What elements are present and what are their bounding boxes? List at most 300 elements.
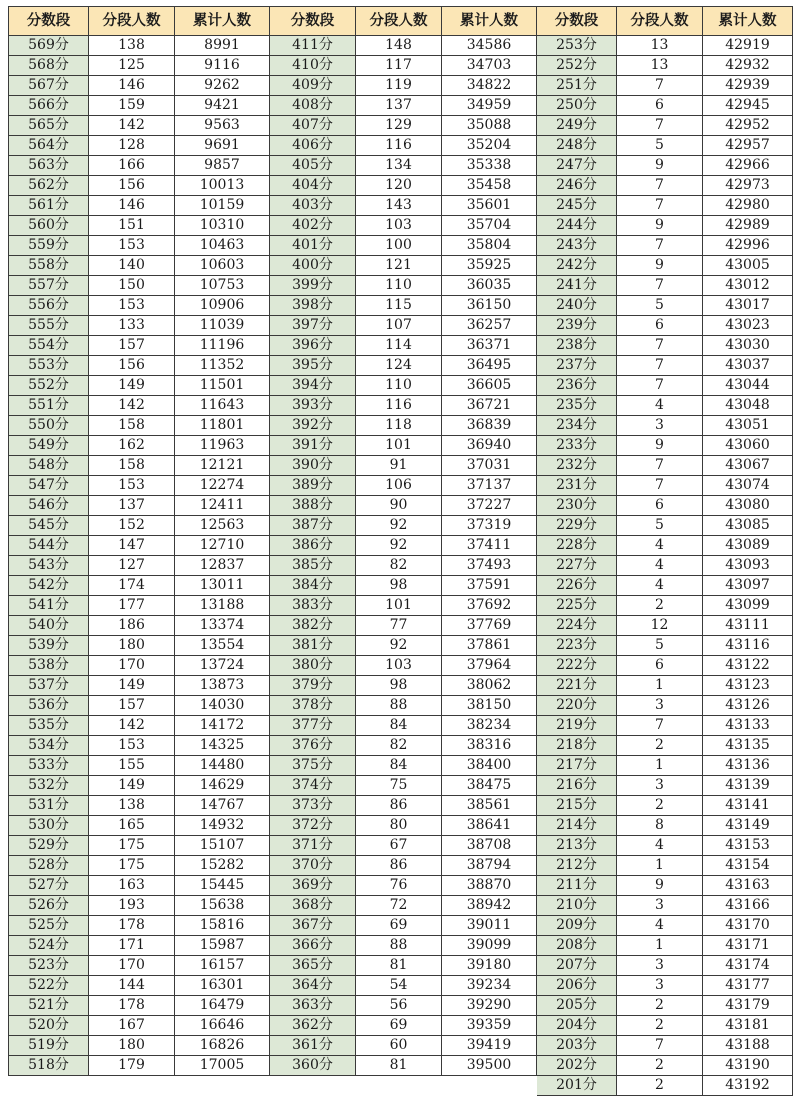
cumulative-count-cell: 43044 xyxy=(703,376,793,396)
cumulative-count-cell: 9563 xyxy=(175,116,270,136)
score-cell: 232分 xyxy=(537,456,617,476)
score-cell: 530分 xyxy=(9,816,89,836)
segment-count-cell: 175 xyxy=(89,856,175,876)
score-cell: 532分 xyxy=(9,776,89,796)
cumulative-count-cell: 37861 xyxy=(442,636,537,656)
segment-count-cell: 143 xyxy=(356,196,442,216)
segment-count-cell: 88 xyxy=(356,696,442,716)
segment-count-cell: 1 xyxy=(617,856,703,876)
score-cell: 239分 xyxy=(537,316,617,336)
segment-count-cell: 7 xyxy=(617,1036,703,1056)
score-cell: 376分 xyxy=(270,736,356,756)
score-cell: 393分 xyxy=(270,396,356,416)
cumulative-count-cell: 35704 xyxy=(442,216,537,236)
score-cell: 540分 xyxy=(9,616,89,636)
segment-count-cell: 1 xyxy=(617,676,703,696)
table-row xyxy=(9,996,793,1016)
score-cell: 395分 xyxy=(270,356,356,376)
segment-count-cell: 9 xyxy=(617,436,703,456)
header-row xyxy=(9,7,793,36)
segment-count-cell: 133 xyxy=(89,316,175,336)
table-row xyxy=(9,96,793,116)
empty-cell xyxy=(89,1076,175,1096)
cumulative-count-cell: 43005 xyxy=(703,256,793,276)
cumulative-count-cell: 43153 xyxy=(703,836,793,856)
table-row xyxy=(9,716,793,736)
cumulative-count-cell: 11801 xyxy=(175,416,270,436)
cumulative-count-cell: 39500 xyxy=(442,1056,537,1076)
score-cell: 539分 xyxy=(9,636,89,656)
segment-count-cell: 120 xyxy=(356,176,442,196)
segment-count-cell: 152 xyxy=(89,516,175,536)
score-cell: 386分 xyxy=(270,536,356,556)
score-cell: 243分 xyxy=(537,236,617,256)
cumulative-count-cell: 38475 xyxy=(442,776,537,796)
score-cell: 210分 xyxy=(537,896,617,916)
segment-count-cell: 153 xyxy=(89,296,175,316)
score-cell: 520分 xyxy=(9,1016,89,1036)
cumulative-count-header-2: 累计人数 xyxy=(442,7,537,36)
segment-count-cell: 178 xyxy=(89,996,175,1016)
score-cell: 554分 xyxy=(9,336,89,356)
segment-count-cell: 13 xyxy=(617,36,703,56)
table-row xyxy=(9,456,793,476)
table-row xyxy=(9,916,793,936)
segment-count-cell: 98 xyxy=(356,576,442,596)
score-range-header-2: 分数段 xyxy=(270,7,356,36)
segment-count-cell: 81 xyxy=(356,956,442,976)
cumulative-count-cell: 43177 xyxy=(703,976,793,996)
segment-count-cell: 3 xyxy=(617,976,703,996)
segment-count-cell: 144 xyxy=(89,976,175,996)
segment-count-cell: 9 xyxy=(617,876,703,896)
score-cell: 399分 xyxy=(270,276,356,296)
cumulative-count-cell: 42996 xyxy=(703,236,793,256)
score-cell: 521分 xyxy=(9,996,89,1016)
score-cell: 529分 xyxy=(9,836,89,856)
score-cell: 388分 xyxy=(270,496,356,516)
cumulative-count-cell: 38794 xyxy=(442,856,537,876)
score-cell: 394分 xyxy=(270,376,356,396)
cumulative-count-cell: 10159 xyxy=(175,196,270,216)
cumulative-count-cell: 42932 xyxy=(703,56,793,76)
segment-count-cell: 180 xyxy=(89,636,175,656)
score-cell: 550分 xyxy=(9,416,89,436)
segment-count-cell: 178 xyxy=(89,916,175,936)
cumulative-count-cell: 12274 xyxy=(175,476,270,496)
cumulative-count-cell: 37964 xyxy=(442,656,537,676)
score-cell: 405分 xyxy=(270,156,356,176)
segment-count-cell: 7 xyxy=(617,456,703,476)
cumulative-count-cell: 12710 xyxy=(175,536,270,556)
segment-count-cell: 76 xyxy=(356,876,442,896)
segment-count-cell: 1 xyxy=(617,756,703,776)
segment-count-cell: 116 xyxy=(356,396,442,416)
segment-count-cell: 114 xyxy=(356,336,442,356)
segment-count-cell: 103 xyxy=(356,216,442,236)
cumulative-count-cell: 43030 xyxy=(703,336,793,356)
score-cell: 368分 xyxy=(270,896,356,916)
segment-count-cell: 149 xyxy=(89,676,175,696)
cumulative-count-cell: 43012 xyxy=(703,276,793,296)
cumulative-count-cell: 35925 xyxy=(442,256,537,276)
segment-count-cell: 193 xyxy=(89,896,175,916)
score-cell: 381分 xyxy=(270,636,356,656)
segment-count-cell: 82 xyxy=(356,736,442,756)
cumulative-count-cell: 11352 xyxy=(175,356,270,376)
table-row xyxy=(9,416,793,436)
cumulative-count-cell: 37137 xyxy=(442,476,537,496)
score-cell: 557分 xyxy=(9,276,89,296)
cumulative-count-cell: 43166 xyxy=(703,896,793,916)
score-cell: 222分 xyxy=(537,656,617,676)
cumulative-count-cell: 43135 xyxy=(703,736,793,756)
score-cell: 229分 xyxy=(537,516,617,536)
segment-count-cell: 138 xyxy=(89,796,175,816)
segment-count-cell: 127 xyxy=(89,556,175,576)
cumulative-count-cell: 10013 xyxy=(175,176,270,196)
score-cell: 552分 xyxy=(9,376,89,396)
empty-cell xyxy=(270,1076,356,1096)
score-cell: 383分 xyxy=(270,596,356,616)
segment-count-cell: 6 xyxy=(617,496,703,516)
cumulative-count-cell: 35088 xyxy=(442,116,537,136)
cumulative-count-cell: 42952 xyxy=(703,116,793,136)
cumulative-count-cell: 10310 xyxy=(175,216,270,236)
score-cell: 375分 xyxy=(270,756,356,776)
cumulative-count-cell: 15987 xyxy=(175,936,270,956)
cumulative-count-cell: 34822 xyxy=(442,76,537,96)
segment-count-cell: 86 xyxy=(356,856,442,876)
score-cell: 366分 xyxy=(270,936,356,956)
score-distribution-table xyxy=(8,6,793,1096)
cumulative-count-cell: 38150 xyxy=(442,696,537,716)
score-cell: 535分 xyxy=(9,716,89,736)
cumulative-count-cell: 43067 xyxy=(703,456,793,476)
segment-count-cell: 12 xyxy=(617,616,703,636)
score-cell: 201分 xyxy=(537,1076,617,1096)
cumulative-count-cell: 43080 xyxy=(703,496,793,516)
segment-count-cell: 158 xyxy=(89,456,175,476)
table-row xyxy=(9,656,793,676)
segment-count-cell: 175 xyxy=(89,836,175,856)
cumulative-count-cell: 34586 xyxy=(442,36,537,56)
cumulative-count-cell: 43192 xyxy=(703,1076,793,1096)
segment-count-cell: 60 xyxy=(356,1036,442,1056)
segment-count-cell: 124 xyxy=(356,356,442,376)
table-row xyxy=(9,876,793,896)
cumulative-count-cell: 12411 xyxy=(175,496,270,516)
score-cell: 526分 xyxy=(9,896,89,916)
segment-count-cell: 177 xyxy=(89,596,175,616)
score-cell: 363分 xyxy=(270,996,356,1016)
score-cell: 228分 xyxy=(537,536,617,556)
score-cell: 209分 xyxy=(537,916,617,936)
segment-count-cell: 150 xyxy=(89,276,175,296)
cumulative-count-cell: 15107 xyxy=(175,836,270,856)
cumulative-count-cell: 38400 xyxy=(442,756,537,776)
score-cell: 377分 xyxy=(270,716,356,736)
cumulative-count-cell: 43123 xyxy=(703,676,793,696)
score-cell: 241分 xyxy=(537,276,617,296)
table-row xyxy=(9,516,793,536)
segment-count-cell: 125 xyxy=(89,56,175,76)
score-cell: 225分 xyxy=(537,596,617,616)
table-row xyxy=(9,116,793,136)
cumulative-count-cell: 43126 xyxy=(703,696,793,716)
empty-cell xyxy=(442,1076,537,1096)
table-row xyxy=(9,36,793,56)
segment-count-cell: 7 xyxy=(617,76,703,96)
segment-count-cell: 134 xyxy=(356,156,442,176)
score-cell: 224分 xyxy=(537,616,617,636)
segment-count-cell: 7 xyxy=(617,196,703,216)
cumulative-count-cell: 15445 xyxy=(175,876,270,896)
segment-count-cell: 146 xyxy=(89,76,175,96)
cumulative-count-cell: 10906 xyxy=(175,296,270,316)
cumulative-count-cell: 8991 xyxy=(175,36,270,56)
cumulative-count-cell: 39099 xyxy=(442,936,537,956)
segment-count-cell: 5 xyxy=(617,636,703,656)
cumulative-count-cell: 36839 xyxy=(442,416,537,436)
score-cell: 404分 xyxy=(270,176,356,196)
score-cell: 401分 xyxy=(270,236,356,256)
cumulative-count-cell: 43023 xyxy=(703,316,793,336)
segment-count-cell: 4 xyxy=(617,916,703,936)
segment-count-cell: 138 xyxy=(89,36,175,56)
segment-count-cell: 142 xyxy=(89,716,175,736)
cumulative-count-cell: 35601 xyxy=(442,196,537,216)
segment-count-cell: 137 xyxy=(356,96,442,116)
cumulative-count-cell: 37493 xyxy=(442,556,537,576)
table-row xyxy=(9,816,793,836)
table-row xyxy=(9,476,793,496)
cumulative-count-cell: 43190 xyxy=(703,1056,793,1076)
cumulative-count-cell: 11963 xyxy=(175,436,270,456)
cumulative-count-header-3: 累计人数 xyxy=(703,7,793,36)
score-cell: 217分 xyxy=(537,756,617,776)
segment-count-cell: 115 xyxy=(356,296,442,316)
segment-count-cell: 179 xyxy=(89,1056,175,1076)
segment-count-cell: 153 xyxy=(89,736,175,756)
segment-count-cell: 69 xyxy=(356,916,442,936)
score-cell: 559分 xyxy=(9,236,89,256)
cumulative-count-cell: 14325 xyxy=(175,736,270,756)
score-cell: 361分 xyxy=(270,1036,356,1056)
cumulative-count-cell: 43149 xyxy=(703,816,793,836)
score-cell: 231分 xyxy=(537,476,617,496)
table-row xyxy=(9,376,793,396)
cumulative-count-cell: 16646 xyxy=(175,1016,270,1036)
score-cell: 374分 xyxy=(270,776,356,796)
segment-count-cell: 9 xyxy=(617,216,703,236)
segment-count-cell: 3 xyxy=(617,776,703,796)
segment-count-cell: 86 xyxy=(356,796,442,816)
score-cell: 211分 xyxy=(537,876,617,896)
segment-count-cell: 7 xyxy=(617,336,703,356)
segment-count-cell: 5 xyxy=(617,136,703,156)
score-cell: 203分 xyxy=(537,1036,617,1056)
segment-count-cell: 4 xyxy=(617,396,703,416)
segment-count-cell: 2 xyxy=(617,596,703,616)
segment-count-cell: 137 xyxy=(89,496,175,516)
cumulative-count-cell: 9262 xyxy=(175,76,270,96)
segment-count-cell: 54 xyxy=(356,976,442,996)
segment-count-cell: 142 xyxy=(89,116,175,136)
score-cell: 534分 xyxy=(9,736,89,756)
cumulative-count-cell: 43051 xyxy=(703,416,793,436)
cumulative-count-cell: 37769 xyxy=(442,616,537,636)
segment-count-cell: 110 xyxy=(356,276,442,296)
segment-count-cell: 81 xyxy=(356,1056,442,1076)
table-row xyxy=(9,216,793,236)
score-cell: 560分 xyxy=(9,216,89,236)
segment-count-cell: 80 xyxy=(356,816,442,836)
cumulative-count-cell: 13374 xyxy=(175,616,270,636)
cumulative-count-cell: 38942 xyxy=(442,896,537,916)
segment-count-cell: 110 xyxy=(356,376,442,396)
cumulative-count-cell: 43171 xyxy=(703,936,793,956)
score-cell: 371分 xyxy=(270,836,356,856)
segment-count-cell: 157 xyxy=(89,336,175,356)
cumulative-count-cell: 14629 xyxy=(175,776,270,796)
segment-count-cell: 84 xyxy=(356,716,442,736)
score-cell: 253分 xyxy=(537,36,617,56)
score-cell: 237分 xyxy=(537,356,617,376)
segment-count-cell: 9 xyxy=(617,156,703,176)
table-row xyxy=(9,696,793,716)
segment-count-cell: 84 xyxy=(356,756,442,776)
cumulative-count-cell: 42919 xyxy=(703,36,793,56)
score-cell: 369分 xyxy=(270,876,356,896)
score-cell: 407分 xyxy=(270,116,356,136)
cumulative-count-cell: 9857 xyxy=(175,156,270,176)
score-cell: 402分 xyxy=(270,216,356,236)
score-cell: 527分 xyxy=(9,876,89,896)
score-cell: 390分 xyxy=(270,456,356,476)
cumulative-count-cell: 43060 xyxy=(703,436,793,456)
segment-count-cell: 151 xyxy=(89,216,175,236)
segment-count-cell: 118 xyxy=(356,416,442,436)
table-row xyxy=(9,396,793,416)
score-cell: 566分 xyxy=(9,96,89,116)
score-cell: 538分 xyxy=(9,656,89,676)
cumulative-count-cell: 35338 xyxy=(442,156,537,176)
cumulative-count-cell: 14932 xyxy=(175,816,270,836)
segment-count-cell: 142 xyxy=(89,396,175,416)
table-row xyxy=(9,856,793,876)
segment-count-cell: 159 xyxy=(89,96,175,116)
score-cell: 524分 xyxy=(9,936,89,956)
segment-count-header-1: 分段人数 xyxy=(89,7,175,36)
segment-count-cell: 4 xyxy=(617,576,703,596)
score-cell: 249分 xyxy=(537,116,617,136)
segment-count-cell: 6 xyxy=(617,96,703,116)
cumulative-count-cell: 13873 xyxy=(175,676,270,696)
segment-count-cell: 171 xyxy=(89,936,175,956)
cumulative-count-cell: 43163 xyxy=(703,876,793,896)
score-cell: 380分 xyxy=(270,656,356,676)
segment-count-cell: 163 xyxy=(89,876,175,896)
score-cell: 242分 xyxy=(537,256,617,276)
segment-count-cell: 1 xyxy=(617,936,703,956)
score-cell: 400分 xyxy=(270,256,356,276)
cumulative-count-cell: 43179 xyxy=(703,996,793,1016)
score-cell: 218分 xyxy=(537,736,617,756)
cumulative-count-cell: 42945 xyxy=(703,96,793,116)
cumulative-count-cell: 39419 xyxy=(442,1036,537,1056)
score-cell: 568分 xyxy=(9,56,89,76)
cumulative-count-cell: 16157 xyxy=(175,956,270,976)
score-cell: 563分 xyxy=(9,156,89,176)
segment-count-cell: 174 xyxy=(89,576,175,596)
table-row xyxy=(9,496,793,516)
cumulative-count-cell: 10603 xyxy=(175,256,270,276)
cumulative-count-cell: 16301 xyxy=(175,976,270,996)
cumulative-count-cell: 43170 xyxy=(703,916,793,936)
score-cell: 410分 xyxy=(270,56,356,76)
score-cell: 360分 xyxy=(270,1056,356,1076)
cumulative-count-cell: 13011 xyxy=(175,576,270,596)
cumulative-count-cell: 43174 xyxy=(703,956,793,976)
score-cell: 362分 xyxy=(270,1016,356,1036)
segment-count-cell: 129 xyxy=(356,116,442,136)
score-cell: 528分 xyxy=(9,856,89,876)
cumulative-count-cell: 43111 xyxy=(703,616,793,636)
segment-count-cell: 180 xyxy=(89,1036,175,1056)
cumulative-count-cell: 38708 xyxy=(442,836,537,856)
score-cell: 372分 xyxy=(270,816,356,836)
score-cell: 246分 xyxy=(537,176,617,196)
segment-count-cell: 6 xyxy=(617,316,703,336)
score-cell: 519分 xyxy=(9,1036,89,1056)
score-cell: 364分 xyxy=(270,976,356,996)
table-row xyxy=(9,356,793,376)
score-cell: 411分 xyxy=(270,36,356,56)
cumulative-count-cell: 12121 xyxy=(175,456,270,476)
score-cell: 245分 xyxy=(537,196,617,216)
segment-count-cell: 13 xyxy=(617,56,703,76)
score-cell: 564分 xyxy=(9,136,89,156)
score-cell: 398分 xyxy=(270,296,356,316)
segment-count-cell: 157 xyxy=(89,696,175,716)
score-cell: 545分 xyxy=(9,516,89,536)
table-row xyxy=(9,796,793,816)
score-cell: 244分 xyxy=(537,216,617,236)
score-cell: 214分 xyxy=(537,816,617,836)
table-row xyxy=(9,596,793,616)
segment-count-cell: 148 xyxy=(356,36,442,56)
segment-count-cell: 92 xyxy=(356,536,442,556)
cumulative-count-cell: 17005 xyxy=(175,1056,270,1076)
score-cell: 541分 xyxy=(9,596,89,616)
cumulative-count-cell: 12837 xyxy=(175,556,270,576)
segment-count-cell: 155 xyxy=(89,756,175,776)
table-row xyxy=(9,936,793,956)
table-row xyxy=(9,316,793,336)
cumulative-count-cell: 37411 xyxy=(442,536,537,556)
cumulative-count-cell: 43099 xyxy=(703,596,793,616)
cumulative-count-cell: 16826 xyxy=(175,1036,270,1056)
score-cell: 212分 xyxy=(537,856,617,876)
segment-count-cell: 9 xyxy=(617,256,703,276)
score-cell: 537分 xyxy=(9,676,89,696)
segment-count-cell: 121 xyxy=(356,256,442,276)
cumulative-count-cell: 36371 xyxy=(442,336,537,356)
table-row xyxy=(9,836,793,856)
score-cell: 403分 xyxy=(270,196,356,216)
score-cell: 365分 xyxy=(270,956,356,976)
